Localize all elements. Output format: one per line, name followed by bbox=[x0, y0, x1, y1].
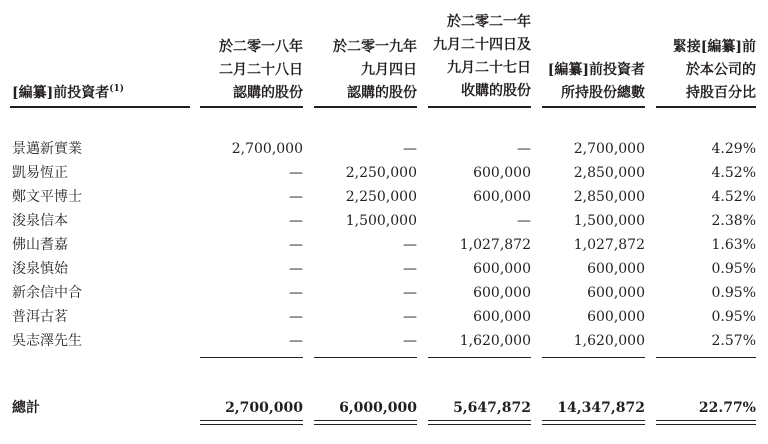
cell-2021: 600,000 bbox=[473, 285, 531, 301]
cell-2018: — bbox=[289, 237, 303, 253]
header-col-total-shares bbox=[548, 59, 645, 105]
header-col-percentage bbox=[673, 36, 756, 105]
table-row bbox=[0, 281, 768, 305]
cell-percentage: 2.57% bbox=[711, 333, 756, 349]
cell-total-shares: 2,700,000 bbox=[573, 141, 645, 157]
cell-percentage: 2.38% bbox=[711, 213, 756, 229]
cell-2019: — bbox=[403, 285, 417, 301]
header-line: 於本公司的 bbox=[686, 62, 756, 78]
header-line: 收購的股份 bbox=[461, 83, 531, 99]
header-rule bbox=[428, 106, 531, 108]
cell-total-shares: 1,500,000 bbox=[573, 213, 645, 229]
footnote-ref: (1) bbox=[109, 84, 125, 94]
investor-name: 佛山耆嘉 bbox=[12, 237, 68, 253]
cell-2021: 600,000 bbox=[473, 189, 531, 205]
subtotal-rule bbox=[314, 357, 417, 358]
table-row bbox=[0, 137, 768, 161]
cell-2019: — bbox=[403, 261, 417, 277]
header-investor bbox=[12, 82, 124, 105]
cell-2019: 2,250,000 bbox=[345, 165, 417, 181]
table-row bbox=[0, 185, 768, 209]
cell-percentage: 4.52% bbox=[711, 189, 756, 205]
cell-2021: 1,027,872 bbox=[459, 237, 531, 253]
header-line: 九月二十七日 bbox=[447, 60, 531, 76]
investor-name: 鄭文平博士 bbox=[12, 189, 82, 205]
header-line: [編纂]前投資者 bbox=[547, 62, 645, 78]
cell-2019: 1,500,000 bbox=[345, 213, 417, 229]
total-double-rule bbox=[314, 420, 417, 425]
cell-2018: 2,700,000 bbox=[231, 141, 303, 157]
total-double-rule bbox=[428, 420, 531, 425]
header-rule bbox=[200, 106, 303, 108]
total-2019: 6,000,000 bbox=[339, 400, 417, 416]
investor-name: 吳志澤先生 bbox=[12, 333, 82, 349]
cell-2019: 2,250,000 bbox=[345, 189, 417, 205]
cell-percentage: 0.95% bbox=[711, 285, 756, 301]
table-row bbox=[0, 257, 768, 281]
cell-2021: 1,620,000 bbox=[459, 333, 531, 349]
cell-2019: — bbox=[403, 141, 417, 157]
total-double-rule bbox=[200, 420, 303, 425]
cell-total-shares: 600,000 bbox=[587, 285, 645, 301]
header-rule bbox=[314, 106, 417, 108]
cell-2018: — bbox=[289, 261, 303, 277]
investor-name: 新余信中合 bbox=[12, 285, 82, 301]
cell-2018: — bbox=[289, 189, 303, 205]
header-investor-label: [編纂]前投資者 bbox=[12, 85, 110, 101]
total-label: 總計 bbox=[12, 400, 40, 416]
cell-2018: — bbox=[289, 165, 303, 181]
table-row bbox=[0, 209, 768, 233]
header-rule bbox=[10, 106, 190, 108]
cell-percentage: 0.95% bbox=[711, 261, 756, 277]
investor-name: 浚泉信本 bbox=[12, 213, 68, 229]
total-percentage: 22.77% bbox=[698, 400, 756, 416]
subtotal-rule bbox=[542, 357, 645, 358]
header-line: 二月二十八日 bbox=[219, 62, 303, 78]
cell-2018: — bbox=[289, 333, 303, 349]
cell-percentage: 4.29% bbox=[711, 141, 756, 157]
cell-total-shares: 1,027,872 bbox=[573, 237, 645, 253]
header-line: 九月二十四日及 bbox=[433, 37, 531, 53]
header-line: 所持股份總數 bbox=[561, 85, 645, 101]
cell-2019: — bbox=[403, 309, 417, 325]
cell-percentage: 1.63% bbox=[711, 237, 756, 253]
cell-2018: — bbox=[289, 285, 303, 301]
total-2018: 2,700,000 bbox=[225, 400, 303, 416]
header-line: 於二零一八年 bbox=[219, 39, 303, 55]
total-row bbox=[0, 396, 768, 420]
total-2021: 5,647,872 bbox=[453, 400, 531, 416]
header-line: 持股百分比 bbox=[686, 85, 756, 101]
cell-2018: — bbox=[289, 213, 303, 229]
cell-2021: 600,000 bbox=[473, 261, 531, 277]
header-col-2021-acquisition bbox=[433, 11, 531, 103]
header-rule bbox=[542, 106, 645, 108]
cell-2019: — bbox=[403, 333, 417, 349]
cell-2018: — bbox=[289, 309, 303, 325]
header-col-2019-subscription bbox=[333, 36, 417, 105]
investor-name: 普洱古茗 bbox=[12, 309, 68, 325]
cell-2021: — bbox=[517, 141, 531, 157]
subtotal-rule bbox=[656, 357, 756, 358]
total-double-rule bbox=[542, 420, 645, 425]
header-line: 認購的股份 bbox=[233, 85, 303, 101]
header-rule bbox=[656, 106, 756, 108]
cell-total-shares: 600,000 bbox=[587, 309, 645, 325]
header-line: 認購的股份 bbox=[347, 85, 417, 101]
cell-2021: 600,000 bbox=[473, 165, 531, 181]
subtotal-rule bbox=[428, 357, 531, 358]
investor-name: 凱易恆正 bbox=[12, 165, 68, 181]
cell-2019: — bbox=[403, 237, 417, 253]
header-line: 於二零二一年 bbox=[447, 14, 531, 30]
cell-total-shares: 2,850,000 bbox=[573, 165, 645, 181]
investor-name: 浚泉慎始 bbox=[12, 261, 68, 277]
header-line: 九月四日 bbox=[361, 62, 417, 78]
table-row bbox=[0, 233, 768, 257]
cell-2021: 600,000 bbox=[473, 309, 531, 325]
total-shares: 14,347,872 bbox=[557, 400, 645, 416]
cell-total-shares: 1,620,000 bbox=[573, 333, 645, 349]
header-col-2018-subscription bbox=[219, 36, 303, 105]
cell-percentage: 4.52% bbox=[711, 165, 756, 181]
header-line: 於二零一九年 bbox=[333, 39, 417, 55]
table-row bbox=[0, 161, 768, 185]
subtotal-rule bbox=[200, 357, 303, 358]
cell-total-shares: 2,850,000 bbox=[573, 189, 645, 205]
table-row bbox=[0, 305, 768, 329]
table-row bbox=[0, 329, 768, 353]
cell-total-shares: 600,000 bbox=[587, 261, 645, 277]
cell-2021: — bbox=[517, 213, 531, 229]
cell-percentage: 0.95% bbox=[711, 309, 756, 325]
total-double-rule bbox=[656, 420, 756, 425]
investor-name: 景邁新實業 bbox=[12, 141, 82, 157]
header-line: 緊接[編纂]前 bbox=[672, 39, 756, 55]
